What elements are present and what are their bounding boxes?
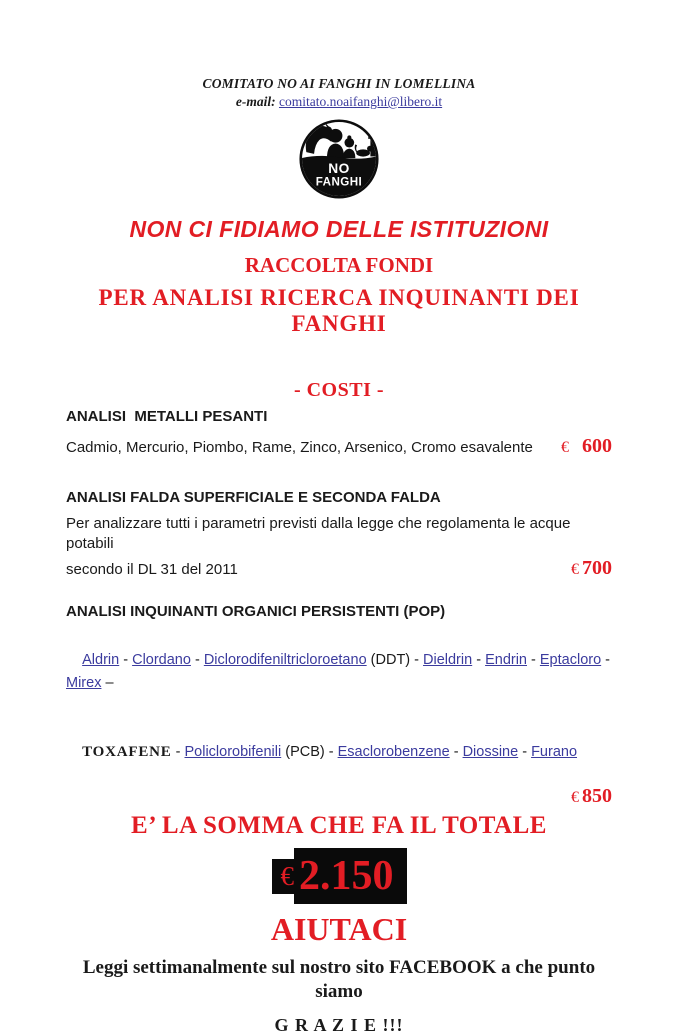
costs-title: - COSTI -: [293, 379, 385, 401]
separator: -: [527, 652, 540, 668]
thanks-line: G R A Z I E !!!: [274, 1015, 404, 1035]
toxafene-label: TOXAFENE: [82, 744, 172, 760]
water-row: [66, 557, 612, 580]
total-amount: 2.150: [294, 848, 407, 904]
link-aldrin[interactable]: Aldrin: [82, 652, 120, 668]
slogan-headline: NON CI FIDIAMO DELLE ISTITUZIONI: [129, 216, 549, 242]
purpose-headline: PER ANALISI RICERCA INQUINANTI DEI FANGHI: [98, 285, 580, 336]
logo-text-no: NO: [328, 160, 350, 176]
email-line: [66, 94, 612, 110]
euro-sign: €: [571, 789, 579, 806]
link-clordano[interactable]: Clordano: [132, 652, 191, 668]
committee-name: COMITATO NO AI FANGHI IN LOMELLINA: [202, 76, 476, 91]
separator: –: [101, 675, 114, 691]
no-fanghi-logo-icon: [296, 116, 382, 202]
metals-body: Cadmio, Mercurio, Piombo, Rame, Zinco, Arsenico, Cromo esavalente: [66, 439, 533, 456]
separator: (DDT) -: [366, 652, 424, 668]
water-price: [571, 557, 612, 580]
link-ddt[interactable]: Diclorodifeniltricloroetano: [203, 652, 367, 668]
separator: -: [119, 652, 133, 668]
section-title-metals: ANALISI METALLI PESANTI: [66, 408, 268, 425]
water-amount: 700: [582, 557, 612, 579]
total-headline: E’ LA SOMMA CHE FA IL TOTALE: [131, 812, 547, 839]
pop-price-row: [66, 785, 612, 808]
metals-amount: 600: [582, 435, 612, 457]
pop-amount: 850: [582, 785, 612, 807]
separator: -: [601, 652, 615, 668]
separator: (PCB) -: [281, 744, 338, 760]
metals-row: [66, 435, 612, 458]
pop-links-line2: [66, 718, 612, 787]
facebook-line: Leggi settimanalmente sul nostro sito FACEBOOK a che punto siamo: [82, 957, 596, 1002]
link-dieldrin[interactable]: Dieldrin: [423, 652, 473, 668]
logo-text-fanghi: FANGHI: [315, 175, 363, 189]
total-euro-sign: €: [272, 859, 295, 894]
water-body-line1: Per analizzare tutti i parametri previsti dalla legge che regolamenta le acque potabili: [66, 515, 571, 552]
man-head-icon: [329, 129, 343, 143]
euro-sign: €: [561, 439, 569, 456]
section-title-pop: ANALISI INQUINANTI ORGANICI PERSISTENTI (POP): [66, 603, 446, 620]
link-mirex[interactable]: Mirex: [66, 675, 102, 691]
separator: -: [190, 652, 204, 668]
separator: -: [518, 744, 532, 760]
pop-price: [571, 785, 612, 807]
link-endrin[interactable]: Endrin: [485, 652, 527, 668]
section-title-water: ANALISI FALDA SUPERFICIALE E SECONDA FALDA: [66, 489, 441, 506]
email-label: e-mail:: [235, 94, 276, 109]
total-box: [66, 848, 612, 904]
farmer-hat-crown-icon: [371, 132, 376, 136]
separator: -: [171, 744, 185, 760]
link-pcb[interactable]: Policlorobifenili: [184, 744, 282, 760]
fundraising-headline: RACCOLTA FONDI: [244, 253, 434, 277]
link-esaclorobenzene[interactable]: Esaclorobenzene: [337, 744, 450, 760]
email-link[interactable]: comitato.noaifanghi@libero.it: [278, 94, 443, 109]
water-body-line2: secondo il DL 31 del 2011: [66, 561, 238, 578]
help-us-headline: AIUTACI: [270, 911, 408, 947]
metals-price: [561, 435, 612, 458]
link-diossine[interactable]: Diossine: [462, 744, 519, 760]
link-furano[interactable]: Furano: [531, 744, 578, 760]
pop-links-line1: [66, 626, 615, 718]
separator: -: [472, 652, 486, 668]
logo-container: [66, 116, 612, 202]
separator: -: [449, 744, 463, 760]
woman-head-icon: [345, 138, 355, 148]
header: [66, 76, 612, 110]
euro-sign: €: [571, 561, 579, 578]
link-eptacloro[interactable]: Eptacloro: [539, 652, 602, 668]
